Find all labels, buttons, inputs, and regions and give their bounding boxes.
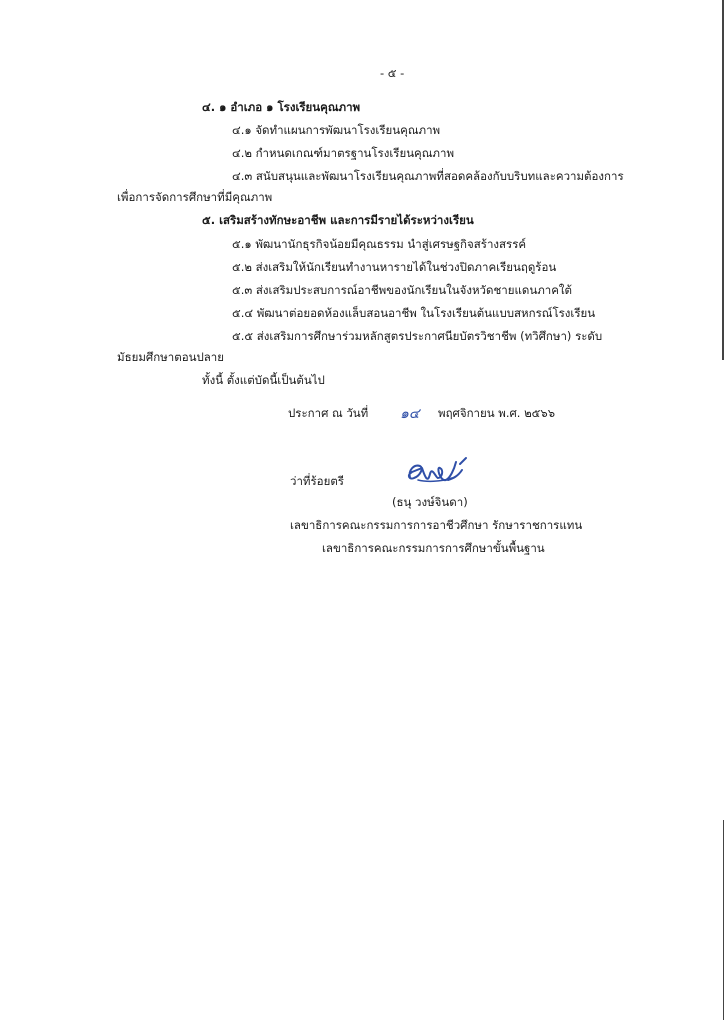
announcement-prefix: ประกาศ ณ วันที่	[288, 406, 369, 420]
announcement-day: ๑๔	[400, 406, 420, 422]
section-5-item-4: ๕.๔ พัฒนาต่อยอดห้องแล็บสอนอาชีพ ในโรงเรียนต้นแบบสหกรณ์โรงเรียน	[232, 306, 596, 320]
section-5-item-5-continuation: มัธยมศึกษาตอนปลาย	[117, 350, 224, 364]
section-4-item-3: ๔.๓ สนับสนุนและพัฒนาโรงเรียนคุณภาพที่สอดคล้องกับบริบทและความต้องการ	[232, 169, 624, 183]
effective-statement: ทั้งนี้ ตั้งแต่บัดนี้เป็นต้นไป	[202, 373, 325, 387]
announcement-suffix: พฤศจิกายน พ.ศ. ๒๕๖๖	[438, 406, 555, 420]
section-5-item-3: ๕.๓ ส่งเสริมประสบการณ์อาชีพของนักเรียนในจังหวัดชายแดนภาคใต้	[232, 283, 573, 297]
section-5-item-5: ๕.๕ ส่งเสริมการศึกษาร่วมหลักสูตรประกาศนียบัตรวิชาชีพ (ทวิศึกษา) ระดับ	[232, 329, 603, 343]
section-4-item-1: ๔.๑ จัดทำแผนการพัฒนาโรงเรียนคุณภาพ	[232, 123, 441, 137]
section-5-item-2: ๕.๒ ส่งเสริมให้นักเรียนทำงานหารายได้ในช่วงปิดภาคเรียนฤดูร้อน	[232, 260, 557, 274]
signatory-name: (ธนุ วงษ์จินดา)	[392, 495, 468, 509]
section-5-item-1: ๕.๑ พัฒนานักธุรกิจน้อยมีคุณธรรม นำสู่เศรษฐกิจสร้างสรรค์	[232, 237, 527, 251]
signatory-position-line-1: เลขาธิการคณะกรรมการการอาชีวศึกษา รักษาราชการแทน	[290, 518, 583, 532]
section-4-item-3-continuation: เพื่อการจัดการศึกษาที่มีคุณภาพ	[117, 190, 273, 204]
section-5-heading: ๕. เสริมสร้างทักษะอาชีพ และการมีรายได้ระหว่างเรียน	[202, 213, 474, 227]
signatory-position-line-2: เลขาธิการคณะกรรมการการศึกษาขั้นพื้นฐาน	[322, 541, 545, 555]
section-4-item-2: ๔.๒ กำหนดเกณฑ์มาตรฐานโรงเรียนคุณภาพ	[232, 146, 455, 160]
handwritten-signature	[400, 448, 480, 494]
signature-title-label: ว่าที่ร้อยตรี	[290, 474, 344, 488]
section-4-heading: ๔. ๑ อำเภอ ๑ โรงเรียนคุณภาพ	[202, 100, 361, 114]
page-number: - ๕ -	[380, 66, 405, 80]
